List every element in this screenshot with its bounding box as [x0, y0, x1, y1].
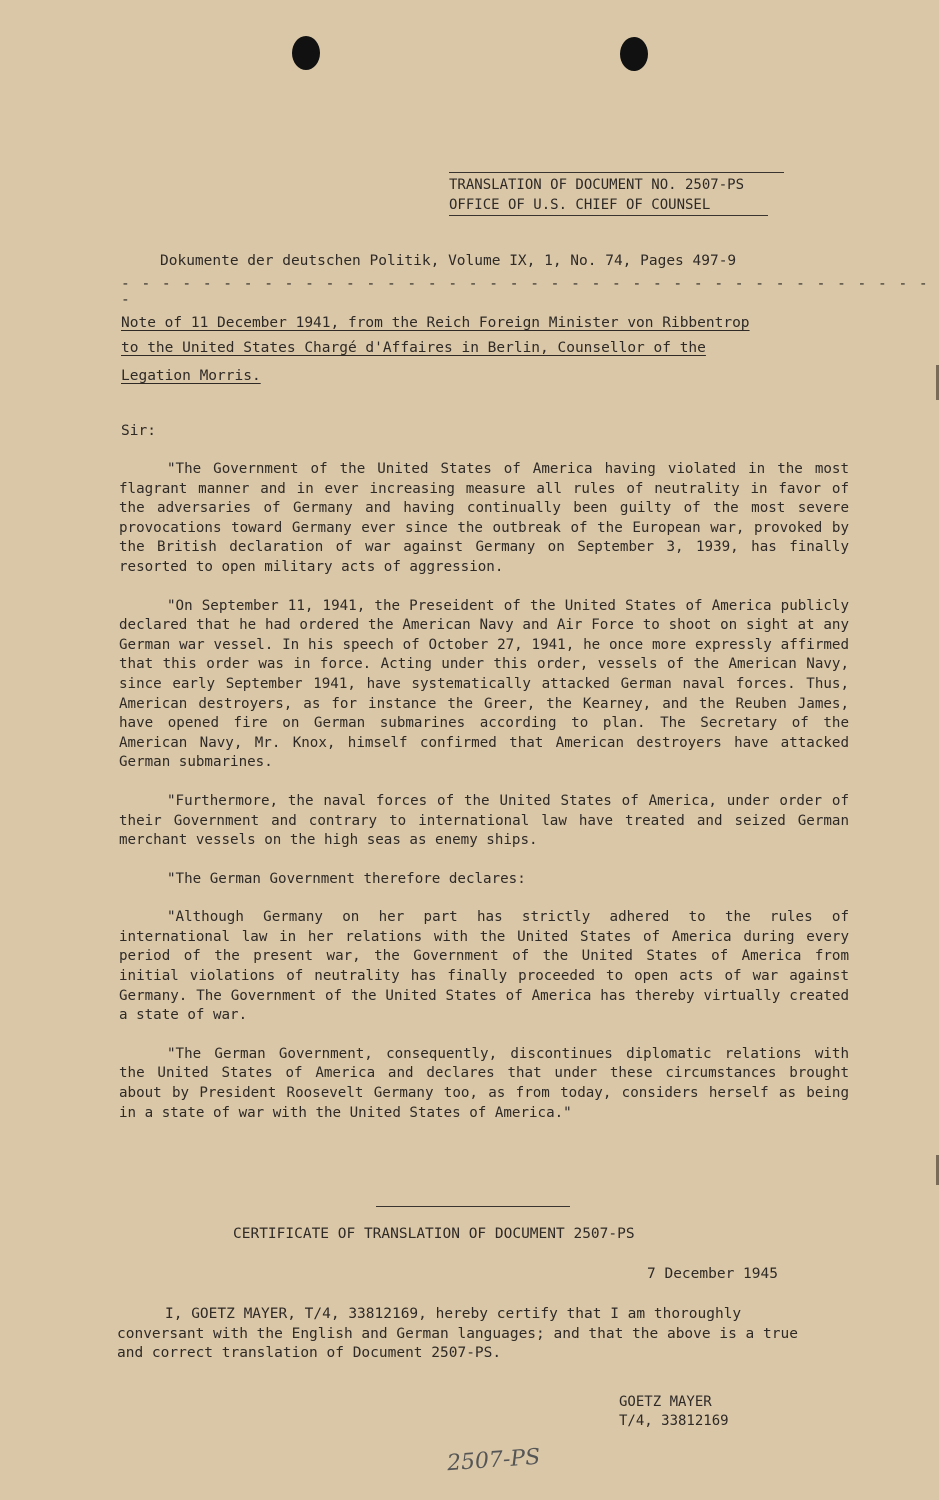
- title-line-1: Note of 11 December 1941, from the Reich Foreign Minister von Ribbentrop: [121, 315, 750, 331]
- source-citation: Dokumente der deutschen Politik, Volume IX, 1, No. 74, Pages 497-9: [160, 253, 737, 269]
- paragraph: "Although Germany on her part has strictly adhered to the rules of international law in her relations with the United States of America during every period of the present war, the Government of the United States of America from initial violations of neutrality has finally proceeded to open acts of war against Germany. The Government of the United States of America has thereby virtually created a state of war.: [119, 909, 849, 1024]
- certificate-date: 7 December 1945: [647, 1266, 778, 1282]
- dashed-separator: - - - - - - - - - - - - - - - - - - - - - - - - - - - - - - - - - - - - - - - - -: [121, 276, 930, 308]
- signature-block: [619, 1393, 729, 1431]
- section-divider: [376, 1206, 570, 1207]
- punch-hole-left: [292, 36, 320, 70]
- signature-name: GOETZ MAYER: [619, 1394, 712, 1410]
- document-title: [121, 311, 841, 389]
- signature-rank: T/4, 33812169: [619, 1413, 729, 1429]
- paragraph: "The Government of the United States of America having violated in the most flagrant manner and in ever increasing measure all rules of neutrality in favor of the adversaries of Germany and having continually been guilty of the most severe provocations toward Germany ever since the outbreak of the European war, provoked by the British declaration of war against Germany on September 3, 1939, has finally resorted to open military acts of aggression.: [119, 461, 849, 575]
- header-line-2: OFFICE OF U.S. CHIEF OF COUNSEL: [449, 195, 768, 216]
- paragraph: "On September 11, 1941, the Preseident of the United States of America publicly declared that he had ordered the American Navy and Air Force to shoot on sight at any German war vessel. In his speech of October 27, 1941, he once more expressly affirmed that this order was in force. Acting under this order, vessels of the American Navy, since early September 1941, have systematically attacked German naval forces. Thus, American destroyers, as for instance the Greer, the Kearney, and the Reuben James, have opened fire on German submarines according to plan. The Secretary of the American Navy, Mr. Knox, himself confirmed that American destroyers have attacked German submarines.: [119, 597, 849, 771]
- header-line-1: TRANSLATION OF DOCUMENT NO. 2507-PS: [449, 177, 745, 193]
- paragraph: "The German Government, consequently, discontinues diplomatic relations with the United States of America and declares that under these circumstances brought about by President Roosevelt Germany too, as from today, considers herself as being in a state of war with the United States of America.": [119, 1045, 849, 1121]
- punch-hole-right: [620, 37, 648, 71]
- note-body: [119, 460, 849, 1142]
- document-header: [449, 172, 784, 216]
- certificate-body: [117, 1305, 807, 1364]
- paragraph: "Furthermore, the naval forces of the United States of America, under order of their Government and contrary to international law have treated and seized German merchant vessels on the high seas as enemy ships.: [119, 792, 849, 849]
- handwritten-document-number: 2507-PS: [446, 1444, 542, 1477]
- certificate-statement: I, GOETZ MAYER, T/4, 33812169, hereby certify that I am thoroughly conversant with the English and German languages; and that the above is a true and correct translation of Document 2507-PS.: [117, 1306, 798, 1362]
- title-line-3: Legation Morris.: [121, 368, 261, 384]
- paragraph: "The German Government therefore declares:: [167, 870, 526, 887]
- salutation: Sir:: [121, 423, 156, 439]
- certificate-title: CERTIFICATE OF TRANSLATION OF DOCUMENT 2507-PS: [233, 1226, 635, 1242]
- title-line-2: to the United States Chargé d'Affaires in Berlin, Counsellor of the: [121, 340, 706, 356]
- header-rule: [449, 172, 784, 173]
